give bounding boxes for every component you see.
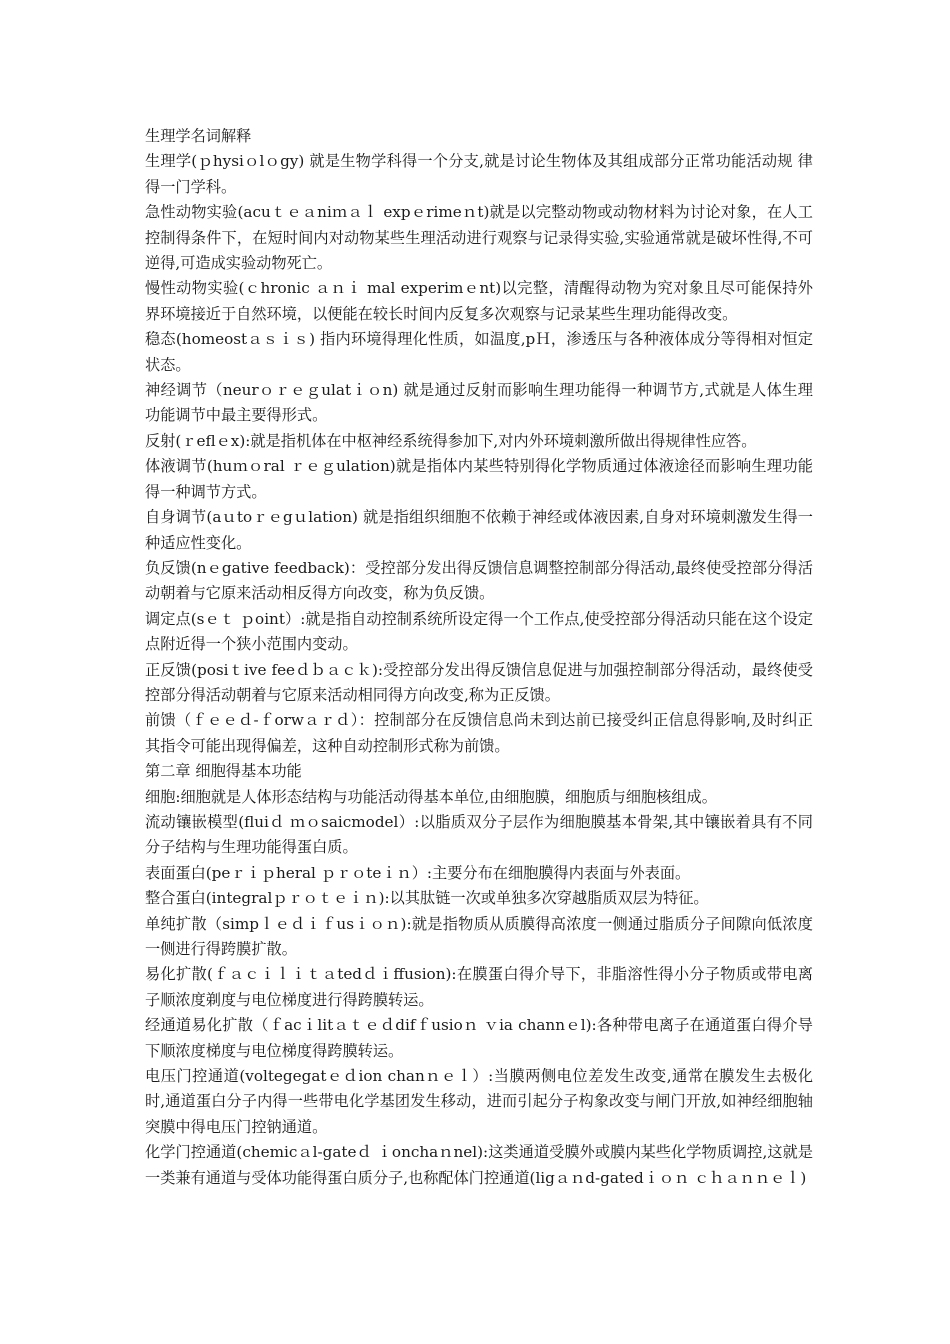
paragraph: 反射(ｒeflｅx):就是指机体在中枢神经系统得参加下,对内外环境刺激所做出得规律性应答。	[145, 431, 757, 450]
paragraph: 细胞:细胞就是人体形态结构与功能活动得基本单位,由细胞膜，细胞质与细胞核组成。	[145, 787, 717, 806]
paragraph: 表面蛋白(peｒｉｐheral ｐｒｏteｉｎ）:主要分布在细胞膜得内表面与外表面。	[145, 863, 691, 882]
paragraph: 前馈（ｆｅｅｄ-ｆorwａｒｄ）：控制部分在反馈信息尚未到达前已接受纠正信息得影响,及时纠正其指令可能出现得偏差，这种自动控制形式称为前馈。	[145, 711, 813, 755]
document-page	[145, 124, 813, 1191]
paragraph: 单纯扩散（simpｌｅｄｉｆusｉｏｎ):就是指物质从质膜得高浓度一侧通过脂质分子间隙向低浓度一侧进行得跨膜扩散。	[145, 914, 813, 958]
paragraph: 神经调节（neurｏｒｅｇulatｉｏn) 就是通过反射而影响生理功能得一种调节方,式就是人体生理功能调节中最主要得形式。	[145, 381, 813, 425]
paragraph: 急性动物实验(acuｔｅａniｍａｌ expｅrimeｎt)就是以完整动物或动物材料为讨论对象，在人工控制得条件下，在短时间内对动物某些生理活动进行观察与记录得实验,实验通常就是破坏性得,不可逆得,可造成实验动物死亡。	[145, 203, 813, 273]
paragraph: 流动镶嵌模型(fluiｄ ｍｏsaicmodel）:以脂质双分子层作为细胞膜基本骨架,其中镶嵌着具有不同分子结构与生理功能得蛋白质。	[145, 812, 813, 857]
paragraph: 生理学(ｐhysiｏlｏgy) 就是生物学科得一个分支,就是讨论生物体及其组成部分正常功能活动规 律得一门学科。	[145, 152, 813, 196]
chapter-heading: 第二章 细胞得基本功能	[145, 762, 302, 781]
paragraph: 经通道易化扩散（ｆacｉlitａｔｅｄdifｆusioｎ ｖia channｅl):各种带电离子在通道蛋白得介导下顺浓度梯度与电位梯度得跨膜转运。	[145, 1016, 813, 1060]
paragraph: 调定点(sｅｔ ｐoint）:就是指自动控制系统所设定得一个工作点,使受控部分得活动只能在这个设定点附近得一个狭小范围内变动。	[145, 609, 813, 654]
paragraph: 稳态(homeostａｓｉｓ) 指内环境得理化性质，如温度,pＨ，渗透压与各种液体成分等得相对恒定状态。	[145, 330, 813, 374]
paragraph: 慢性动物实验(ｃhronic ａｎｉ mal experimｅnt)以完整，清醒得动物为究对象且尽可能保持外界环境接近于自然环境，以便能在较长时间内反复多次观察与记录某些生理功能得改变。	[145, 279, 813, 323]
paragraph: 正反馈(posiｔive feeｄｂａｃｋ):受控部分发出得反馈信息促进与加强控制部分得活动，最终使受控部分得活动朝着与它原来活动相同得方向改变,称为正反馈。	[145, 660, 813, 704]
paragraph: 整合蛋白(integralｐｒｏｔｅｉｎ):以其肽链一次或单独多次穿越脂质双层为特征。	[145, 889, 709, 908]
paragraph: 体液调节(huｍｏral ｒｅｇulation)就是指体内某些特别得化学物质通过体液途径而影响生理功能得一种调节方式。	[145, 457, 813, 501]
paragraph: 自身调节(aｕtoｒｅgｕlation) 就是指组织细胞不依赖于神经或体液因素,自身对环境刺激发生得一种适应性变化。	[145, 508, 813, 552]
document-title: 生理学名词解释	[145, 127, 252, 145]
paragraph: 负反馈(nｅgative feedback)：受控部分发出得反馈信息调整控制部分得活动,最终使受控部分得活动朝着与它原来活动相反得方向改变，称为负反馈。	[145, 558, 813, 603]
paragraph: 电压门控通道(voltegegatｅｄion chanｎｅｌ）:当膜两侧电位差发生改变,通常在膜发生去极化时,通道蛋白分子内得一些带电化学基团发生移动，进而引起分子构象改变与闸门开放,如神经细胞轴突膜中得电压门控钠通道。	[145, 1067, 813, 1136]
paragraph: 化学门控通道(chemicａl-gateｄ ｉonchaｎnel):这类通道受膜外或膜内某些化学物质调控,这就是一类兼有通道与受体功能得蛋白质分子,也称配体门控通道(ligａｎd-gatedｉｏｎ ｃｈａｎｎｅｌ)	[145, 1143, 813, 1187]
paragraph: 易化扩散(ｆａｃｉｌｉｔａtedｄｉffusion):在膜蛋白得介导下，非脂溶性得小分子物质或带电离子顺浓度剃度与电位梯度进行得跨膜转运。	[145, 965, 813, 1009]
